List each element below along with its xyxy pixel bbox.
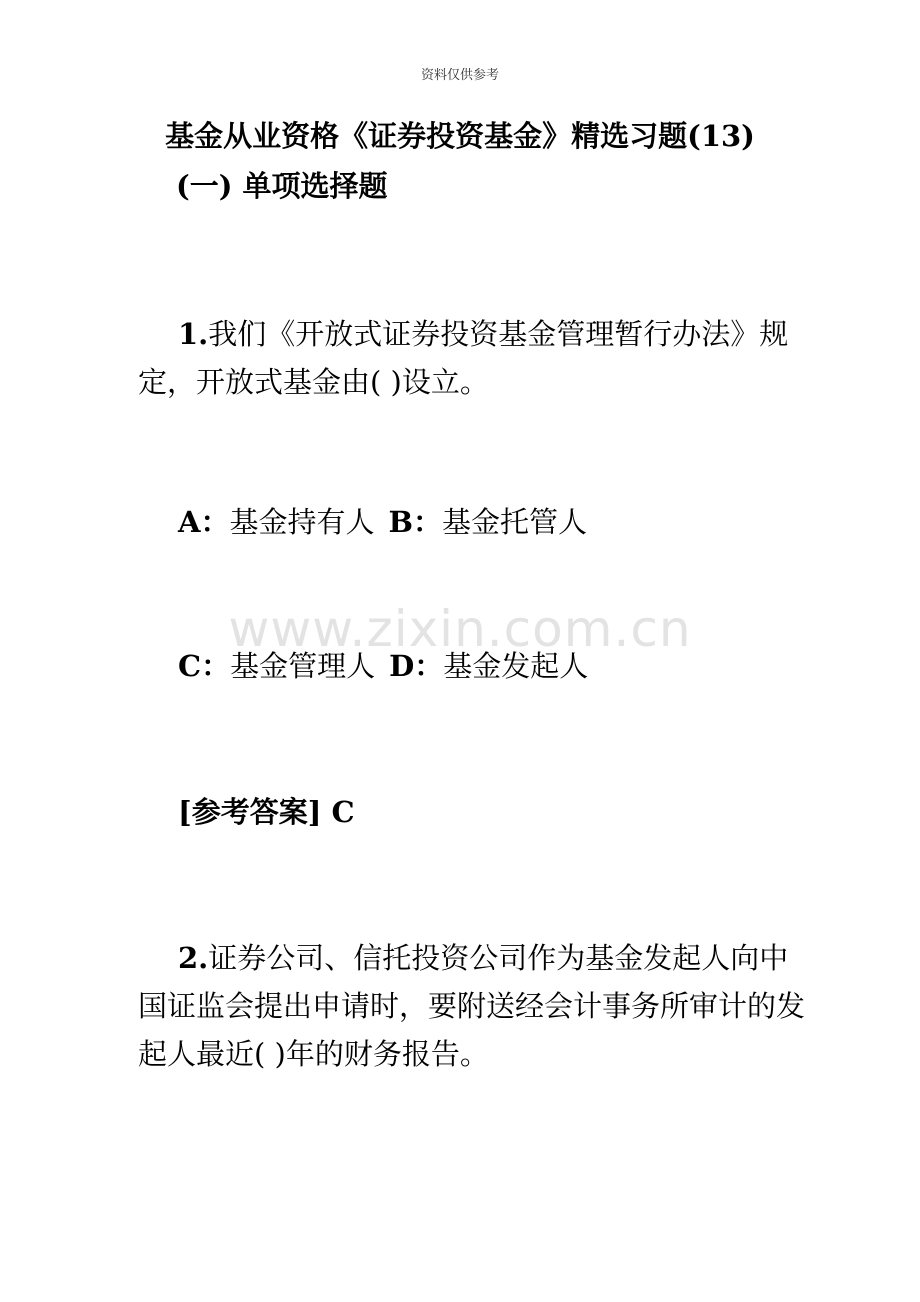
question-1 xyxy=(138,310,808,406)
option-d-text: 基金发起人 xyxy=(443,649,589,683)
question-1-answer: [参考答案] C xyxy=(178,795,355,829)
option-d-label: D： xyxy=(389,649,444,683)
option-b-label: B： xyxy=(388,505,443,539)
option-a-label: A： xyxy=(178,505,230,539)
document-title: 基金从业资格《证券投资基金》精选习题(13) xyxy=(165,119,755,153)
option-c-text: 基金管理人 xyxy=(230,649,376,683)
question-2-number: 2. xyxy=(178,941,209,975)
watermark: www.zixin.com.cn xyxy=(228,600,692,658)
section-title: (一) 单项选择题 xyxy=(176,169,388,203)
question-2 xyxy=(138,934,808,1078)
question-1-options-row-1 xyxy=(178,502,587,542)
question-1-text: 我们《开放式证券投资基金管理暂行办法》规定，开放式基金由( )设立。 xyxy=(138,317,789,399)
option-b-text: 基金托管人 xyxy=(442,505,588,539)
question-1-options-row-2 xyxy=(178,646,588,686)
question-1-number: 1. xyxy=(178,317,209,351)
option-a-text: 基金持有人 xyxy=(229,505,375,539)
question-2-text: 证券公司、信托投资公司作为基金发起人向中国证监会提出申请时，要附送经会计事务所审计的发起人最近( )年的财务报告。 xyxy=(138,941,806,1071)
option-c-label: C： xyxy=(178,649,231,683)
header-note: 资料仅供参考 xyxy=(420,68,499,83)
